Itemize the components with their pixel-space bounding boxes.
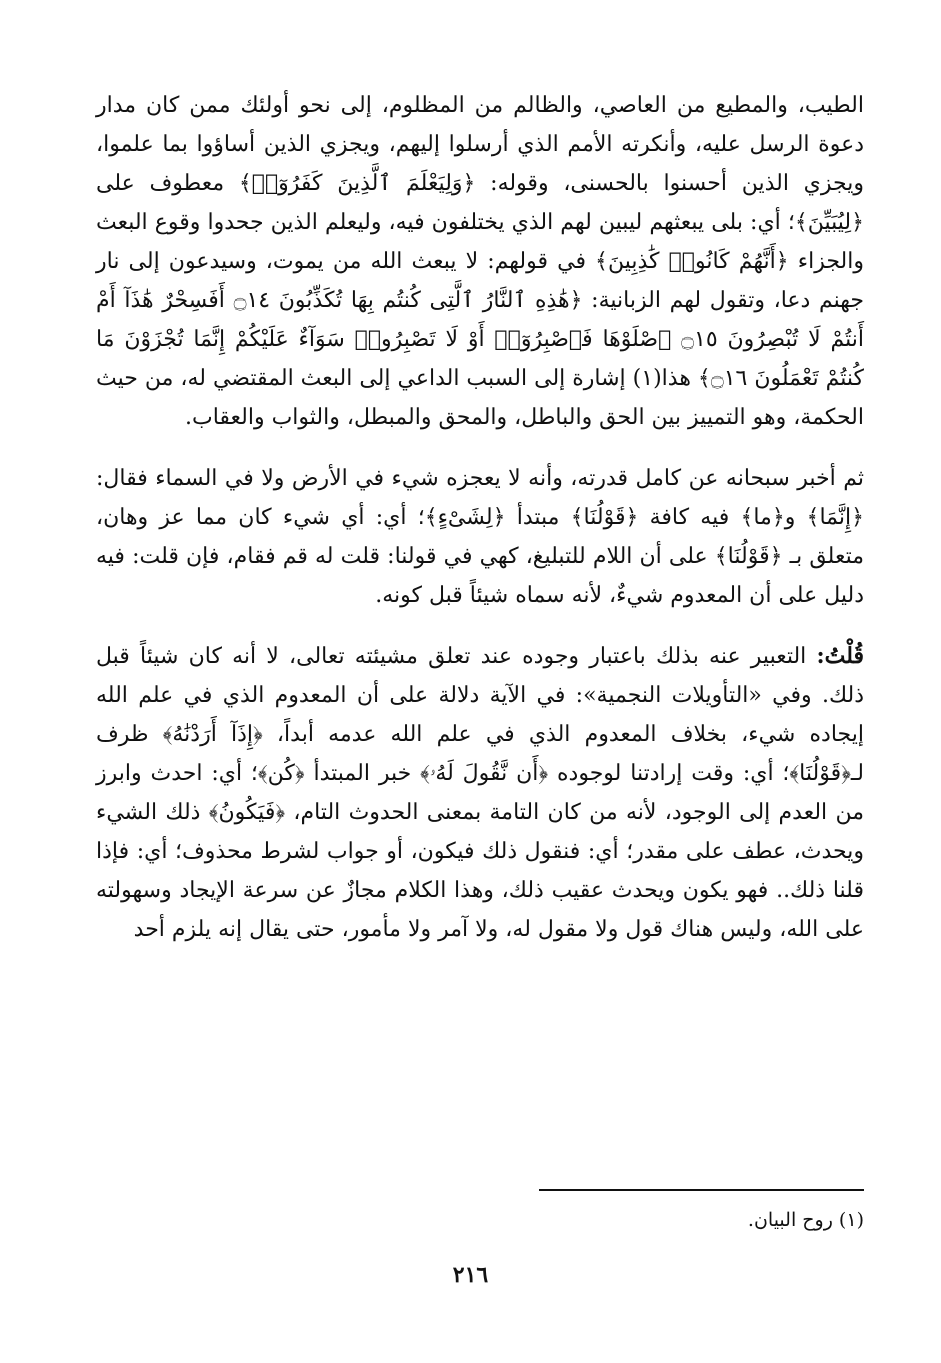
footnote: (١) روح البيان. (747, 1209, 864, 1231)
paragraph-gap (96, 615, 864, 637)
paragraph-3-text: التعبير عنه بذلك باعتبار وجوده عند تعلق مشيئته تعالى، لا أنه كان شيئاً قبل ذلك. وفي «التأويلات النجمية»: في الآية دلالة على أن المعدوم الذي في علم الله إيجاده شيء، بخلاف المعدوم الذي في علم الله عدمه أبداً، ﴿إِذَآ أَرَدْنَٰهُ﴾ ظرف لـ﴿قَوْلُنَا﴾؛ أي: وقت إرادتنا لوجوده ﴿أَن نَّقُولَ لَهُۥ﴾ خبر المبتدأ ﴿كُن﴾؛ أي: احدث وابرز من العدم إلى الوجود، لأنه من كان التامة بمعنى الحدوث التام، ﴿فَيَكُونُ﴾ ذلك الشيء ويحدث، عطف على مقدر؛ أي: فنقول ذلك فيكون، أو جواب لشرط محذوف؛ أي: فإذا قلنا ذلك.. فهو يكون ويحدث عقيب ذلك، وهذا الكلام مجازٌ عن سرعة الإيجاد وسهولته على الله، وليس هناك قول ولا مقول له، ولا آمر ولا مأمور، حتى يقال إنه يلزم أحد (96, 644, 864, 942)
paragraph-3 (96, 637, 864, 949)
page-body (96, 86, 864, 949)
paragraph-2: ثم أخبر سبحانه عن كامل قدرته، وأنه لا يعجزه شيء في الأرض ولا في السماء فقال: ﴿إِنَّمَا﴾ و﴿ما﴾ فيه كافة ﴿قَوْلُنَا﴾ مبتدأ ﴿لِشَىْءٍ﴾؛ أي: أي شيء كان مما عز وهان، متعلق بـ ﴿قَوْلُنَا﴾ على أن اللام للتبليغ، كهي في قولنا: قلت له قم فقام، فإن قلت: فيه دليل على أن المعدوم شيءٌ، لأنه سماه شيئاً قبل كونه. (96, 466, 864, 608)
page-number: ٢١٦ (452, 1262, 489, 1288)
paragraph-1: الطيب، والمطيع من العاصي، والظالم من المظلوم، إلى نحو أولئك ممن كان مدار دعوة الرسل عليه، وأنكرته الأمم الذي أرسلوا إليهم، ويجزي الذين أساؤوا بما علموا، ويجزي الذين أحسنوا بالحسنى، وقوله: ﴿وَلِيَعْلَمَ ٱلَّذِينَ كَفَرُوٓا۟﴾ معطوف على ﴿لِيُبَيِّنَ﴾؛ أي: بلى يبعثهم ليبين لهم الذي يختلفون فيه، وليعلم الذين جحدوا وقوع البعث والجزاء ﴿أَنَّهُمْ كَانُوا۟ كَٰذِبِينَ﴾ في قولهم: لا يبعث الله من يموت، وسيدعون إلى نار جهنم دعا، وتقول لهم الزبانية: ﴿هَٰذِهِ ٱلنَّارُ ٱلَّتِى كُنتُم بِهَا تُكَذِّبُونَ ۝١٤ أَفَسِحْرٌ هَٰذَآ أَمْ أَنتُمْ لَا تُبْصِرُونَ ۝١٥ ٱصْلَوْهَا فَٱصْبِرُوٓا۟ أَوْ لَا تَصْبِرُوا۟ سَوَآءٌ عَلَيْكُمْ إِنَّمَا تُجْزَوْنَ مَا كُنتُمْ تَعْمَلُونَ ۝١٦﴾ هذا(١) إشارة إلى السبب الداعي إلى البعث المقتضي له، من حيث الحكمة، وهو التمييز بين الحق والباطل، والمحق والمبطل، والثواب والعقاب. (96, 93, 865, 430)
footnote-divider (539, 1189, 864, 1191)
qultu-lead: قُلْتُ: (816, 643, 864, 669)
paragraph-gap (96, 437, 864, 459)
